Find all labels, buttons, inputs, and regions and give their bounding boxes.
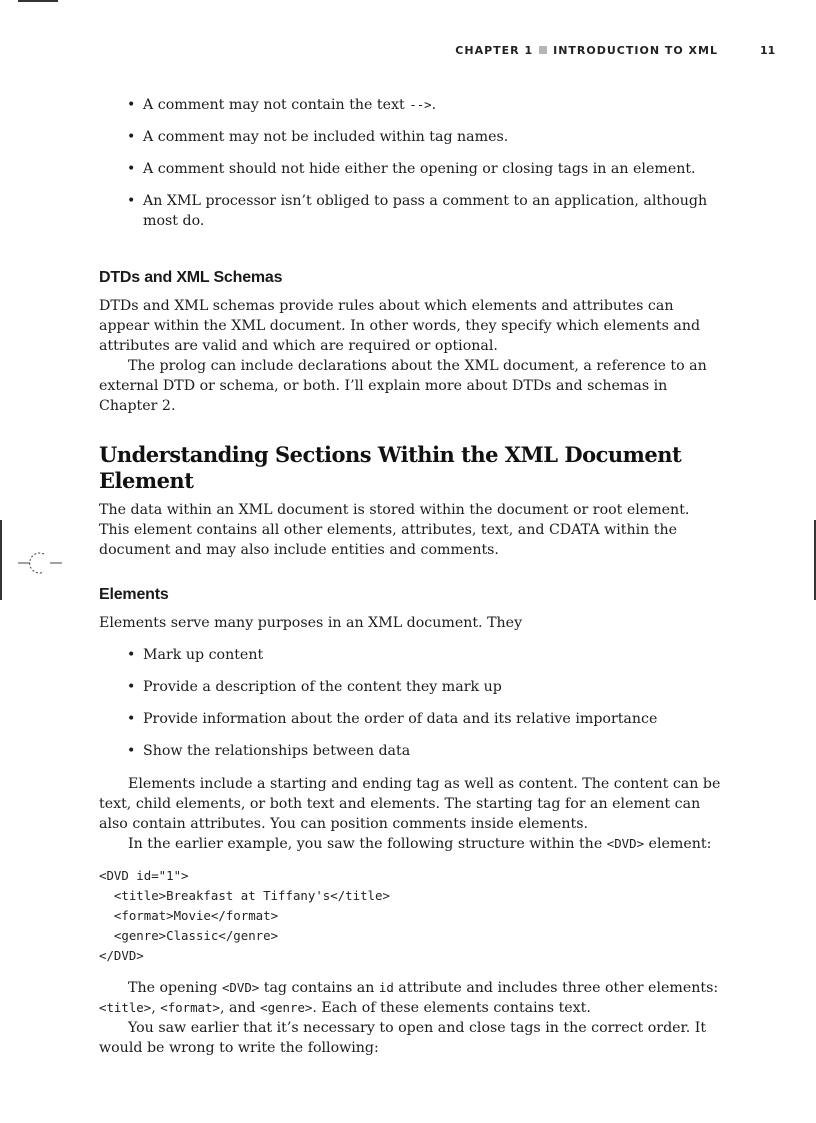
section-heading-elements: Elements: [99, 586, 169, 603]
crop-mark-top: [18, 0, 58, 2]
bullet-icon: •: [127, 161, 136, 177]
list-item: • An XML processor isn’t obliged to pass a comment to an application, although most do.: [127, 193, 708, 229]
chapter-title: INTRODUCTION TO XML: [553, 44, 718, 57]
list-item: • Provide information about the order of data and its relative importance: [127, 711, 658, 727]
running-head-text: [455, 44, 718, 57]
list-item: • A comment should not hide either the opening or closing tags in an element.: [127, 161, 696, 177]
list-item: • Show the relationships between data: [127, 743, 411, 759]
paragraph: You saw earlier that it’s necessary to open and close tags in the correct order. It would be wrong to write the following:: [99, 1020, 707, 1056]
paragraph: DTDs and XML schemas provide rules about which elements and attributes can appear within the XML document. In other words, they specify which elements and attributes are valid and which are required or optional.: [99, 298, 701, 354]
chapter-label: CHAPTER 1: [455, 44, 534, 57]
paragraph: The prolog can include declarations about the XML document, a reference to an external DTD or schema, or both. I’ll explain more about DTDs and schemas in Chapter 2.: [99, 358, 707, 414]
registration-mark-icon: [18, 548, 62, 578]
bullet-icon: •: [127, 647, 136, 663]
bullet-icon: •: [127, 129, 136, 145]
separator-square-icon: [539, 46, 547, 54]
page-body: [99, 95, 721, 1058]
bullet-icon: •: [127, 711, 136, 727]
comment-rules-list: [99, 95, 721, 231]
bullet-icon: •: [127, 743, 136, 759]
list-item: • A comment may not contain the text -->.: [127, 97, 437, 113]
page-number: 11: [760, 44, 776, 57]
bullet-icon: •: [127, 97, 136, 113]
list-item: • Provide a description of the content they mark up: [127, 679, 502, 695]
elements-purpose-list: [99, 645, 721, 761]
crop-mark-left: [0, 520, 2, 600]
paragraph: The opening <DVD> tag contains an id attribute and includes three other elements: <title>, <format>, and <genre>. Each of these elements contains text.: [99, 980, 719, 1016]
section-heading-dtds: DTDs and XML Schemas: [99, 269, 283, 286]
paragraph: Elements include a starting and ending tag as well as content. The content can be text, child elements, or both text and elements. The starting tag for an element can also contain attributes. You can position comments inside elements.: [99, 776, 721, 832]
paragraph: In the earlier example, you saw the following structure within the <DVD> element:: [128, 836, 712, 852]
bullet-icon: •: [127, 679, 136, 695]
list-item: • Mark up content: [127, 647, 264, 663]
code-block: <DVD id="1"> <title>Breakfast at Tiffany's</title> <format>Movie</format> <genre>Classic</genre> </DVD>: [99, 868, 390, 963]
list-item: • A comment may not be included within tag names.: [127, 129, 509, 145]
paragraph: The data within an XML document is stored within the document or root element. This element contains all other elements, attributes, text, and CDATA within the document and may also include entities and comments.: [99, 502, 690, 558]
paragraph: Elements serve many purposes in an XML document. They: [99, 615, 523, 631]
running-head: [0, 43, 816, 59]
section-heading-understanding: Understanding Sections Within the XML Document Element: [99, 442, 682, 493]
bullet-icon: •: [127, 193, 136, 209]
